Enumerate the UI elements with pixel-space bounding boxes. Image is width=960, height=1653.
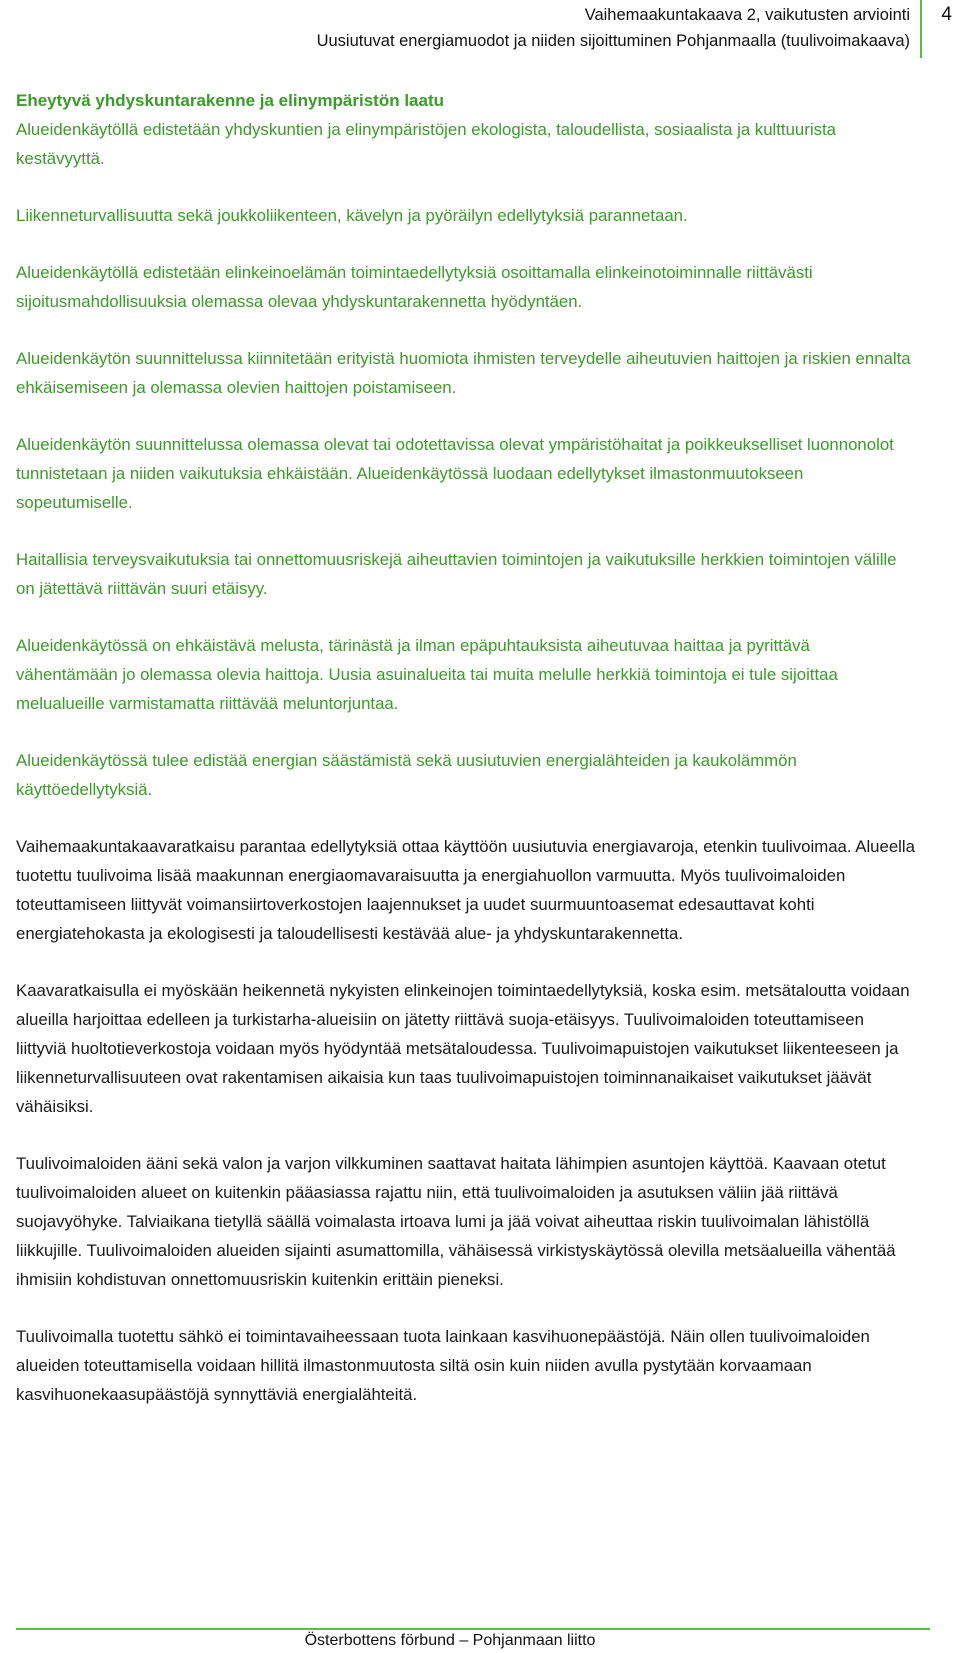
- header-document-subtitle: Uusiutuvat energiamuodot ja niiden sijoittuminen Pohjanmaalla (tuulivoimakaava): [316, 32, 910, 50]
- green-paragraph: Alueidenkäytön suunnittelussa kiinnitetään erityistä huomiota ihmisten terveydelle aiheutuvien haittojen ja riskien ennalta ehkäisemiseen ja olemassa olevien haittojen poistamiseen.: [16, 349, 911, 397]
- green-paragraph: Alueidenkäytöllä edistetään elinkeinoelämän toimintaedellytyksiä osoittamalla elinkeinotoiminnalle riittävästi sijoitusmahdollisuuksia olemassa olevaa yhdyskuntarakennetta hyödyntäen.: [16, 263, 813, 311]
- page-number: 4: [941, 4, 952, 25]
- header-text: [317, 2, 910, 54]
- green-paragraph: Alueidenkäytöllä edistetään yhdyskuntien ja elinympäristöjen ekologista, taloudellista, sosiaalista ja kulttuurista kestävyyttä.: [16, 120, 836, 168]
- body-paragraph: Kaavaratkaisulla ei myöskään heikennetä nykyisten elinkeinojen toimintaedellytyksiä, koska esim. metsätaloutta voidaan alueilla harjoittaa edelleen ja turkistarha-alueisiin on jätetty riittävä suoja-etäisyys. Tuulivoimaloiden toteuttamiseen liittyviä huoltotieverkostoja voidaan myös hyödyntää metsätaloudessa. Tuulivoimapuistojen vaikutukset liikenteeseen ja liikenneturvallisuuteen ovat rakentamisen aikaisia kun taas tuulivoimapuistojen toiminnanaikaiset vaikutukset jäävät vähäisiksi.: [16, 981, 910, 1116]
- green-paragraph: Alueidenkäytössä tulee edistää energian säästämistä sekä uusiutuvien energialähteiden ja kaukolämmön käyttöedellytyksiä.: [16, 751, 797, 799]
- body-paragraph: Vaihemaakuntakaavaratkaisu parantaa edellytyksiä ottaa käyttöön uusiutuvia energiavaroja, etenkin tuulivoimaa. Alueella tuotettu tuulivoima lisää maakunnan energiaomavaraisuutta ja energiahuollon varmuutta. Myös tuulivoimaloiden toteuttamiseen liittyvät voimansiirtoverkostojen laajennukset ja uudet suurmuuntoasemat edesauttavat kohti energiatehokasta ja ekologisesti ja taloudellisesti kestävää alue- ja yhdyskuntarakennetta.: [16, 837, 915, 943]
- footer-divider: [16, 1628, 930, 1630]
- body-paragraph: Tuulivoimalla tuotettu sähkö ei toimintavaiheessaan tuota lainkaan kasvihuonepäästöjä. Näin ollen tuulivoimaloiden alueiden toteuttamisella voidaan hillitä ilmastonmuutosta siltä osin kuin niiden avulla pystytään korvaamaan kasvihuonekaasupäästöjä synnyttäviä energialähteitä.: [16, 1327, 870, 1404]
- green-paragraph: Alueidenkäytön suunnittelussa olemassa olevat tai odotettavissa olevat ympäristöhaitat ja poikkeukselliset luonnonolot tunnistetaan ja niiden vaikutuksia ehkäistään. Alueidenkäytössä luodaan edellytykset ilmastonmuutokseen sopeutumiselle.: [16, 435, 894, 512]
- green-paragraph: Liikenneturvallisuutta sekä joukkoliikenteen, kävelyn ja pyöräilyn edellytyksiä parannetaan.: [16, 206, 688, 225]
- green-paragraph: Alueidenkäytössä on ehkäistävä melusta, tärinästä ja ilman epäpuhtauksista aiheutuvaa haittaa ja pyrittävä vähentämään jo olemassa olevia haittoja. Uusia asuinalueita tai muita melulle herkkiä toimintoja ei tule sijoittaa melualueille varmistamatta riittävää meluntorjuntaa.: [16, 636, 838, 713]
- header-document-title: Vaihemaakuntakaava 2, vaikutusten arviointi: [584, 6, 910, 24]
- section-heading: Eheytyvä yhdyskuntarakenne ja elinympäristön laatu: [16, 91, 444, 110]
- green-paragraph: Haitallisia terveysvaikutuksia tai onnettomuusriskejä aiheuttavien toimintojen ja vaikutuksille herkkien toimintojen välille on jätettävä riittävän suuri etäisyy.: [16, 550, 897, 598]
- page-header: [0, 0, 960, 60]
- header-divider: [920, 0, 922, 58]
- document-body: [16, 86, 916, 1437]
- body-paragraph: Tuulivoimaloiden ääni sekä valon ja varjon vilkkuminen saattavat haitata lähimpien asuntojen käyttöä. Kaavaan otetut tuulivoimaloiden alueet on kuitenkin pääasiassa rajattu niin, että tuulivoimaloiden ja asutuksen väliin jää riittävä suojavyöhyke. Talviaikana tietyllä säällä voimalasta irtoava lumi ja jää voivat aiheuttaa riskin tuulivoimalan lähistöllä liikkujille. Tuulivoimaloiden alueiden sijainti asumattomilla, vähäisessä virkistyskäytössä olevilla metsäalueilla vähentää ihmisiin kohdistuvan onnettomuusriskin kuitenkin erittäin pieneksi.: [16, 1154, 896, 1289]
- footer-text: Österbottens förbund – Pohjanmaan liitto: [304, 1632, 596, 1649]
